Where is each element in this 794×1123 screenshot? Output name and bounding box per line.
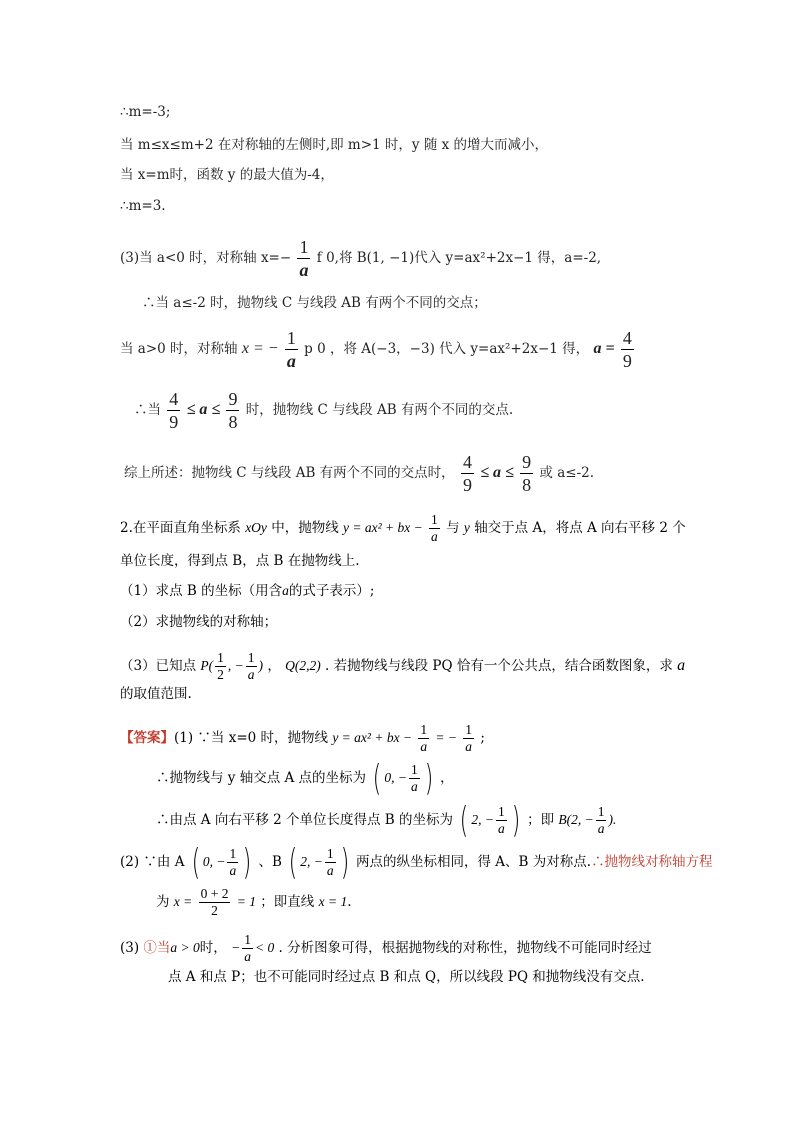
math-comma: , −	[227, 658, 244, 673]
text: ;	[480, 730, 485, 746]
question-2-part1	[120, 581, 374, 601]
text: 中，抛物线	[271, 520, 339, 536]
fraction-1-over-a: $\frac{1}{a}$	[420, 722, 428, 754]
math-a-pos: a > 0	[170, 940, 200, 955]
math-eq: = −	[435, 730, 457, 745]
math-y: y	[463, 520, 470, 535]
fraction-1-over-a: $\frac{1}{a}$	[247, 650, 255, 682]
text: 2.在平面直角坐标系	[120, 520, 241, 536]
math-b: B(2, −	[558, 812, 594, 827]
answer-1-line1	[120, 722, 485, 755]
line-m-3	[120, 196, 166, 216]
text: (3)	[120, 940, 140, 956]
math-x1: x = 1	[318, 894, 348, 909]
text: (3)当 a<0 时，对称轴 x=−	[120, 250, 292, 266]
math-paren: )	[258, 658, 264, 673]
paren-open: (	[373, 757, 382, 799]
text: 当 x=m时，函数 y 的最大值为-4，	[120, 167, 334, 183]
text: ∴m=-3;	[120, 104, 171, 120]
math-parabola: y = ax² + bx −	[343, 520, 423, 535]
paren-close: )	[511, 799, 520, 841]
paren-open: (	[191, 841, 201, 883]
text: 与	[446, 520, 460, 536]
fraction-1-over-a: $\frac{1}{a}$	[244, 932, 251, 964]
text: ；即	[527, 812, 555, 828]
math-xoy: xOy	[245, 520, 267, 535]
text: ；即直线	[260, 894, 315, 910]
math-eq1: = 1	[236, 894, 256, 909]
fraction-1-over-a: $\frac{1}{a}$	[411, 762, 418, 794]
fraction-4-9: $\frac{4}{9}$	[622, 328, 632, 371]
fraction-1-over-a: $\frac{1}{a}$	[299, 237, 309, 280]
question-2-line1	[120, 512, 686, 545]
paren-close: )	[340, 841, 349, 883]
text: 单位长度，得到点 B，点 B 在抛物线上.	[120, 553, 360, 569]
text: ∴m=3.	[120, 198, 166, 214]
fraction-9-8: $\frac{9}{8}$	[228, 389, 238, 432]
answer-1-line3	[156, 799, 617, 841]
text: ∴当 a≤-2 时，抛物线 C 与线段 AB 有两个不同的交点；	[142, 295, 487, 311]
line-range-positive	[134, 388, 513, 433]
text: （1）求点 B 的坐标（用含	[120, 583, 283, 599]
text: (1) ∵当 x=0 时，抛物线	[174, 730, 329, 746]
line-a-le-neg2	[142, 293, 487, 313]
math-coord: 2, −	[300, 854, 323, 869]
fraction-9-8: $\frac{9}{8}$	[522, 452, 532, 495]
math-coord: 2, −	[471, 812, 494, 827]
fraction-1-over-a: $\frac{1}{a}$	[465, 722, 473, 754]
fraction-1-2: $\frac{1}{2}$	[217, 650, 224, 682]
math-x: x =	[173, 894, 193, 909]
answer-1-line2	[156, 757, 454, 799]
text: . 若抛物线与线段 PQ 恰有一个公共点，结合函数图象，求	[325, 658, 673, 674]
text-red: ①当	[143, 940, 171, 956]
text: 时，	[199, 940, 227, 956]
text: 时，抛物线 C 与线段 AB 有两个不同的交点.	[245, 402, 514, 418]
math-q: Q(2,2)	[285, 658, 321, 673]
text-red: ∴抛物线对称轴方程	[591, 854, 713, 870]
math-coord: 0, −	[384, 770, 408, 785]
text: ，	[440, 770, 454, 786]
line-part3-a-neg	[120, 236, 601, 281]
text: ，	[267, 658, 281, 674]
text: f 0,将 B(1, −1)代入 y=ax²+2x−1 得，a=-2,	[316, 250, 602, 266]
text: 的取值范围.	[120, 686, 192, 702]
answer-2-line1	[120, 841, 713, 883]
line-a-pos	[120, 327, 636, 372]
paren-close: )	[424, 757, 434, 799]
line-m-neg3	[120, 102, 170, 122]
math-a: a	[282, 583, 289, 598]
answer-label: 【答案】	[120, 730, 174, 746]
math-close: ).	[608, 812, 617, 827]
text: 或 a≤-2.	[539, 465, 595, 481]
text: 为	[156, 894, 170, 910]
answer-3-line2	[168, 967, 645, 987]
math-lt0: < 0	[254, 940, 275, 955]
text: . 分析图象可得，根据抛物线的对称性，抛物线不可能同时经过	[278, 940, 652, 956]
answer-2-line2	[156, 886, 352, 919]
math-ineq: ≤ a ≤	[480, 464, 514, 481]
text: ∴当	[134, 402, 161, 418]
question-2-part2	[120, 612, 277, 632]
fraction-1-over-a: $\frac{1}{a}$	[229, 846, 237, 878]
fraction-1-over-a: $\frac{1}{a}$	[597, 804, 605, 836]
text: 点 A 和点 P；也不可能同时经过点 B 和点 Q，所以线段 PQ 和抛物线没有交点.	[168, 969, 645, 985]
text: 轴交于点 A，将点 A 向右平移 2 个	[474, 520, 686, 536]
fraction-1-over-a: $\frac{1}{a}$	[497, 804, 505, 836]
fraction-4-9: $\frac{4}{9}$	[169, 389, 179, 432]
fraction-1-over-a: $\frac{1}{a}$	[286, 328, 296, 371]
text: .	[347, 894, 352, 910]
text: p 0 ，将 A(−3，−3) 代入 y=ax²+2x−1 得，	[304, 341, 590, 357]
math-minus: −	[231, 940, 241, 955]
line-left-side	[120, 135, 548, 155]
math-parabola: y = ax² + bx −	[332, 730, 413, 745]
math-coord: 0, −	[202, 854, 226, 869]
paren-open: (	[460, 799, 469, 841]
fraction-1-over-a: $\frac{1}{a}$	[326, 846, 334, 878]
text: ∴由点 A 向右平移 2 个单位长度得点 B 的坐标为	[156, 812, 454, 828]
math-p: P(	[200, 658, 214, 673]
line-max-value	[120, 165, 334, 185]
text: 当 m≤x≤m+2 在对称轴的左侧时,即 m>1 时，y 随 x 的增大而减小，	[120, 137, 549, 153]
math-ineq: ≤ a ≤	[186, 401, 221, 418]
text: （2）求抛物线的对称轴；	[120, 614, 278, 630]
text: (2) ∵由 A	[120, 854, 185, 870]
text: 两点的纵坐标相同，得 A、B 为对称点.	[356, 854, 592, 870]
question-2-line2	[120, 551, 360, 571]
fraction-sum: $\frac{0 + 2}{2}$	[200, 886, 229, 918]
fraction-4-9: $\frac{4}{9}$	[462, 452, 472, 495]
text: 综上所述：抛物线 C 与线段 AB 有两个不同的交点时，	[124, 465, 455, 481]
text: ∴抛物线与 y 轴交点 A 点的坐标为	[156, 770, 367, 786]
fraction-1-over-a: $\frac{1}{a}$	[431, 512, 438, 544]
math-a: a =	[593, 340, 615, 357]
paren-open: (	[289, 841, 298, 883]
question-2-part3	[120, 650, 685, 683]
text: 、B	[258, 854, 282, 870]
text: 当 a>0 时，对称轴	[120, 341, 238, 357]
question-2-part3-cont	[120, 684, 192, 704]
paren-close: )	[242, 841, 252, 883]
text: 的式子表示）;	[288, 583, 375, 599]
math-a: a	[677, 657, 686, 674]
math-x: x = −	[241, 340, 279, 357]
text: （3）已知点	[120, 658, 197, 674]
line-summary	[124, 451, 594, 496]
answer-3-line1	[120, 932, 652, 965]
